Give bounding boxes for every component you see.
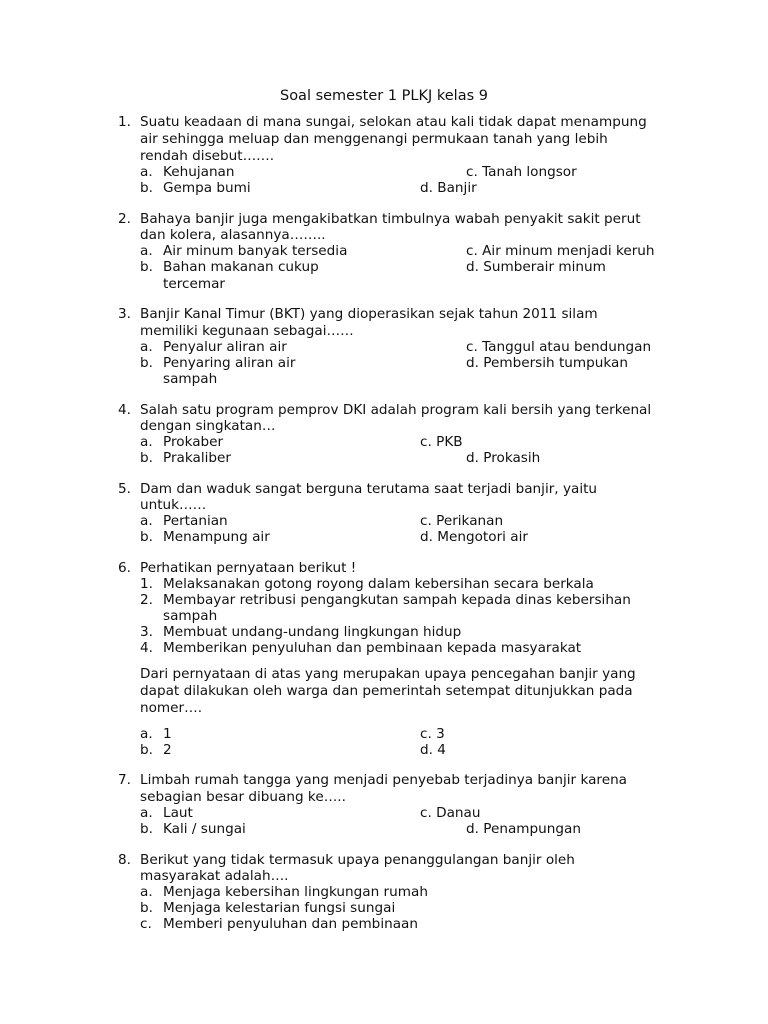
option-a-label: a. <box>140 243 153 259</box>
statement-text: Membayar retribusi pengangkutan sampah kepada dinas kebersihan <box>163 592 631 608</box>
statement-text: Memberikan penyuluhan dan pembinaan kepada masyarakat <box>163 640 582 656</box>
question-paragraph: nomer…. <box>140 700 203 716</box>
option-b: Menampung air <box>163 529 270 545</box>
question-text: Dam dan waduk sangat berguna terutama saat terjadi banjir, yaitu <box>140 481 598 497</box>
option-c: c. Tanggul atau bendungan <box>466 339 652 355</box>
question-text: air sehingga meluap dan menggenangi permukaan tanah yang lebih <box>140 131 608 147</box>
option-b: Penyaring aliran air <box>163 355 296 371</box>
question-paragraph: Dari pernyataan di atas yang merupakan upaya pencegahan banjir yang <box>140 666 636 682</box>
option-b-label: b. <box>140 742 153 758</box>
question-paragraph: dapat dilakukan oleh warga dan pemerintah setempat ditunjukkan pada <box>140 683 633 699</box>
option-b-label: b. <box>140 355 153 371</box>
option-d: d. 4 <box>420 742 446 758</box>
option-d: d. Pembersih tumpukan <box>466 355 628 371</box>
question-number: 3. <box>118 306 131 322</box>
question-number: 1. <box>118 114 131 130</box>
question-text: Suatu keadaan di mana sungai, selokan atau kali tidak dapat menampung <box>140 114 647 130</box>
option-a: Kehujanan <box>163 164 235 180</box>
option-b: Bahan makanan cukup <box>163 259 319 275</box>
statement-number: 4. <box>140 640 153 656</box>
option-b-label: b. <box>140 900 153 916</box>
option-b-continued: tercemar <box>163 276 225 292</box>
option-b-label: b. <box>140 180 153 196</box>
option-d: d. Banjir <box>420 180 477 196</box>
option-d: d. Prokasih <box>466 450 541 466</box>
question-number: 7. <box>118 772 131 788</box>
option-a-label: a. <box>140 805 153 821</box>
statement-text-continued: sampah <box>163 608 218 624</box>
option-d: d. Penampungan <box>466 821 581 837</box>
question-text: memiliki kegunaan sebagai…… <box>140 323 354 339</box>
option-a: Menjaga kebersihan lingkungan rumah <box>163 884 428 900</box>
option-a-label: a. <box>140 339 153 355</box>
option-b-label: b. <box>140 450 153 466</box>
statement-number: 3. <box>140 624 153 640</box>
option-b-continued: sampah <box>163 371 218 387</box>
question-number: 8. <box>118 852 131 868</box>
option-a: Laut <box>163 805 193 821</box>
option-b: Prakaliber <box>163 450 231 466</box>
option-a-label: a. <box>140 884 153 900</box>
option-d: d. Sumberair minum <box>466 259 606 275</box>
statement-text: Melaksanakan gotong royong dalam kebersihan secara berkala <box>163 576 594 592</box>
option-c: c. Air minum menjadi keruh <box>466 243 655 259</box>
option-a: Air minum banyak tersedia <box>163 243 348 259</box>
option-c-label: c. <box>140 916 152 932</box>
option-b: Gempa bumi <box>163 180 251 196</box>
option-a-label: a. <box>140 513 153 529</box>
option-a-label: a. <box>140 726 153 742</box>
page-title: Soal semester 1 PLKJ kelas 9 <box>279 88 488 104</box>
question-text: dengan singkatan… <box>140 418 276 434</box>
question-number: 6. <box>118 560 131 576</box>
option-b: Menjaga kelestarian fungsi sungai <box>163 900 396 916</box>
option-a-label: a. <box>140 164 153 180</box>
question-text: sebagian besar dibuang ke….. <box>140 789 346 805</box>
question-text: untuk…… <box>140 497 207 513</box>
question-text: rendah disebut……. <box>140 148 275 164</box>
option-c: c. Danau <box>420 805 481 821</box>
option-b-label: b. <box>140 259 153 275</box>
option-a: Prokaber <box>163 434 224 450</box>
option-a: 1 <box>163 726 172 742</box>
option-b: Kali / sungai <box>163 821 246 837</box>
option-c: c. Tanah longsor <box>466 164 577 180</box>
question-text: dan kolera, alasannya…….. <box>140 227 326 243</box>
option-d: d. Mengotori air <box>420 529 528 545</box>
question-number: 4. <box>118 402 131 418</box>
option-b-label: b. <box>140 529 153 545</box>
option-a: Penyalur aliran air <box>163 339 287 355</box>
question-text: masyarakat adalah…. <box>140 868 289 884</box>
question-text: Berikut yang tidak termasuk upaya penanggulangan banjir oleh <box>140 852 575 868</box>
option-c: c. 3 <box>420 726 445 742</box>
question-number: 5. <box>118 481 131 497</box>
statement-number: 1. <box>140 576 153 592</box>
statement-number: 2. <box>140 592 153 608</box>
option-c: c. Perikanan <box>420 513 504 529</box>
question-text: Banjir Kanal Timur (BKT) yang dioperasikan sejak tahun 2011 silam <box>140 306 598 322</box>
option-a-label: a. <box>140 434 153 450</box>
option-a: Pertanian <box>163 513 228 529</box>
statement-text: Membuat undang-undang lingkungan hidup <box>163 624 462 640</box>
question-text: Bahaya banjir juga mengakibatkan timbulnya wabah penyakit sakit perut <box>140 211 641 227</box>
question-text: Salah satu program pemprov DKI adalah program kali bersih yang terkenal <box>140 402 652 418</box>
option-c: Memberi penyuluhan dan pembinaan <box>163 916 418 932</box>
option-b: 2 <box>163 742 172 758</box>
question-text: Perhatikan pernyataan berikut ! <box>140 560 357 576</box>
question-number: 2. <box>118 211 131 227</box>
option-b-label: b. <box>140 821 153 837</box>
question-text: Limbah rumah tangga yang menjadi penyebab terjadinya banjir karena <box>140 772 628 788</box>
option-c: c. PKB <box>420 434 463 450</box>
